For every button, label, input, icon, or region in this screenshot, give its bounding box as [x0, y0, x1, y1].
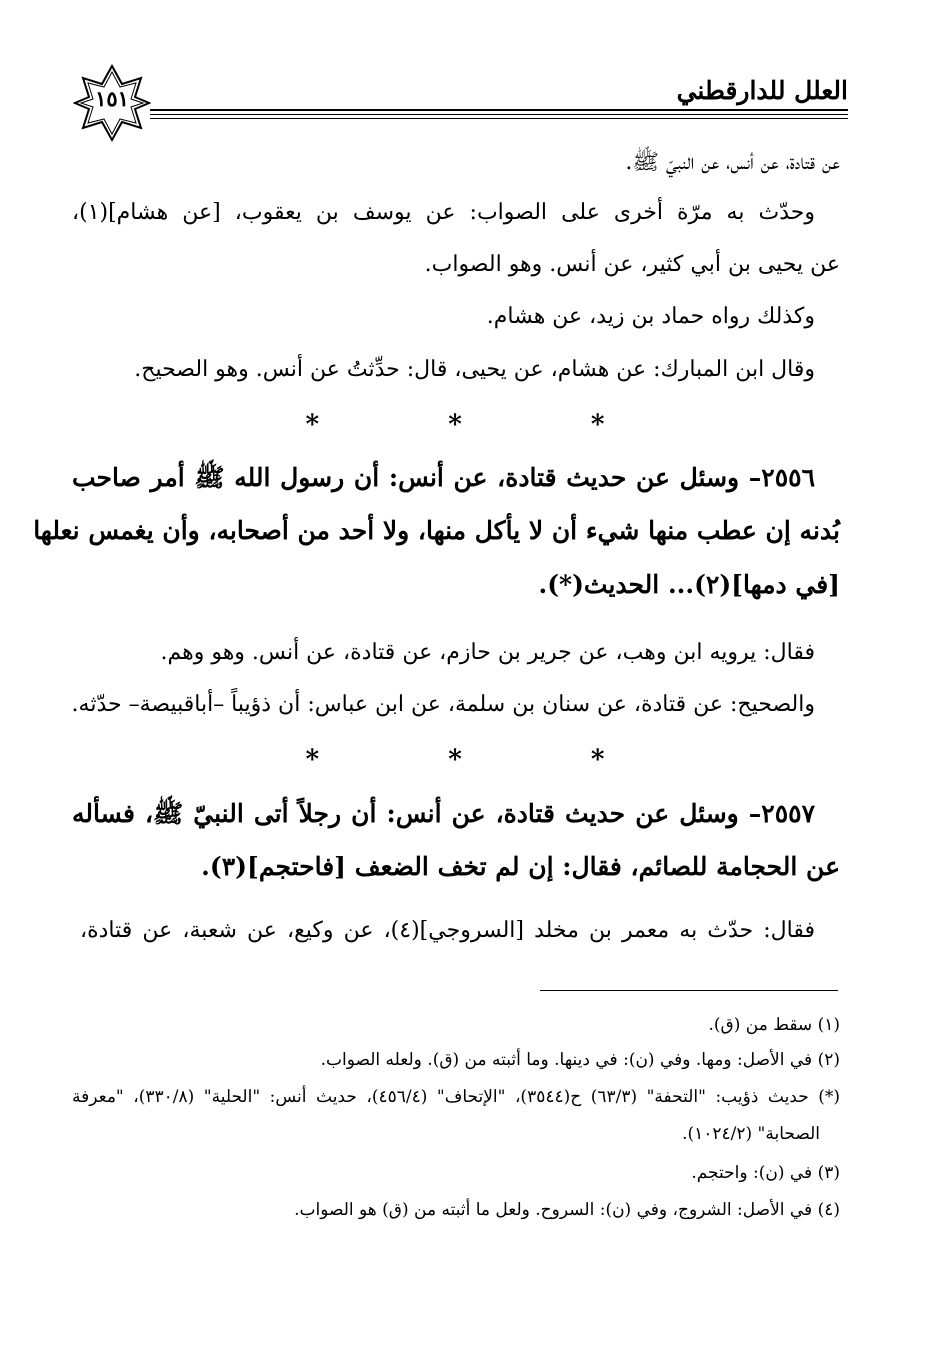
answer-text: فقال: يرويه ابن وهب، عن جرير بن حازم، عن قتادة، عن أنس. وهو وهم.	[160, 640, 815, 665]
header-rule	[150, 114, 848, 115]
section-separator: * * *	[305, 410, 665, 440]
question-heading-2556: [في دمها](٢)... الحديث(*).	[538, 570, 840, 599]
page-number: ١٥١	[95, 86, 129, 111]
text-line: وكذلك رواه حماد بن زيد، عن هشام.	[486, 304, 815, 329]
footnote: الصحابة" (١٠٢٤/٢).	[682, 1124, 820, 1144]
question-heading-2557: عن الحجامة للصائم، فقال: إن لم تخف الضعف [فاحتجم](٣).	[201, 852, 840, 881]
footnote: (٤) في الأصل: الشروج، وفي (ن): السروح. ولعل ما أثبته من (ق) هو الصواب.	[294, 1200, 840, 1220]
footnote: (٢) في الأصل: ومها. وفي (ن): في دينها. وما أثبته من (ق). ولعله الصواب.	[320, 1050, 840, 1070]
page-number-badge	[73, 64, 151, 142]
header-rule	[150, 118, 848, 119]
answer-text: والصحيح: عن قتادة، عن سنان بن سلمة، عن ابن عباس: أن ذؤيباً –أباقبيصة– حدّثه.	[71, 692, 815, 717]
text-line: وحدّث به مرّة أخرى على الصواب: عن يوسف بن يعقوب، [عن هشام](١)،	[72, 200, 815, 225]
footnote: (٣) في (ن): واحتجم.	[691, 1163, 840, 1183]
footnote: (*) حديث ذؤيب: "التحفة" (٦٣/٣) ح(٣٥٤٤)، "الإتحاف" (٤٥٦/٤)، حديث أنس: "الحلية" (٣٣٠/٨)، "معرفة	[72, 1087, 840, 1107]
section-separator: * * *	[305, 745, 665, 775]
text-line: عن يحيى بن أبي كثير، عن أنس. وهو الصواب.	[424, 252, 840, 277]
question-heading-2556: ٢٥٥٦– وسئل عن حديث قتادة، عن أنس: أن رسول الله ﷺ أمر صاحب	[72, 463, 815, 492]
text-line: وقال ابن المبارك: عن هشام، عن يحيى، قال: حدِّثتُ عن أنس. وهو الصحيح.	[134, 357, 815, 382]
running-header-title: العلل للدارقطني	[676, 76, 848, 105]
text-line: عن قتادة، عن أنس، عن النبيّ ﷺ.	[625, 150, 840, 175]
footnote: (١) سقط من (ق).	[708, 1015, 840, 1035]
footnote-separator	[540, 990, 838, 991]
question-heading-2556: بُدنه إن عطب منها شيء أن لا يأكل منها، ولا أحد من أصحابه، وأن يغمس نعلها	[33, 516, 840, 545]
question-heading-2557: ٢٥٥٧– وسئل عن حديث قتادة، عن أنس: أن رجلاً أتى النبيّ ﷺ، فسأله	[72, 799, 815, 828]
header-rule	[150, 109, 848, 111]
answer-text: فقال: حدّث به معمر بن مخلد [السروجي](٤)، عن وكيع، عن شعبة، عن قتادة،	[80, 918, 815, 943]
